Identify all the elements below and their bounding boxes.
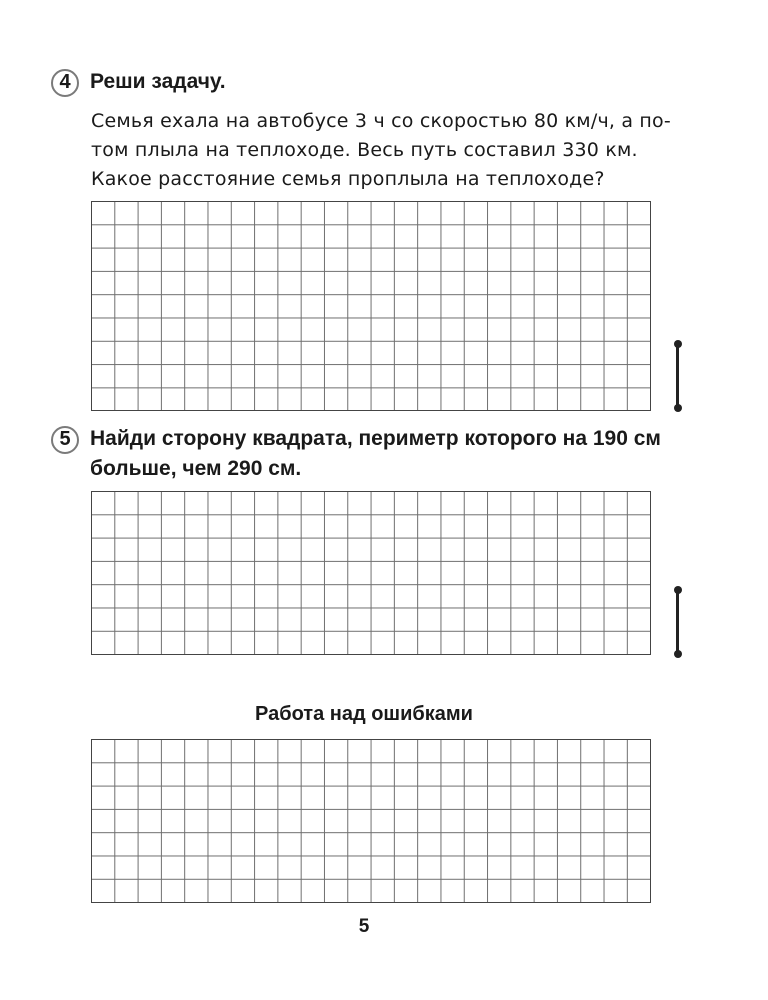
task-4-answer-grid[interactable] <box>91 201 651 411</box>
task-4-title: Реши задачу. <box>90 70 226 93</box>
task-5-title-line-2: больше, чем 290 см. <box>90 457 302 480</box>
task-4-text-line-1: Семья ехала на автобусе 3 ч со скоростью 80 км/ч, а по- <box>91 110 671 132</box>
task-5-number-badge: 5 <box>51 426 79 454</box>
task-4-number-badge: 4 <box>51 69 79 97</box>
task-5-score-marker <box>676 590 679 654</box>
task-4-text-line-2: том плыла на теплоходе. Весь путь составил 330 км. <box>91 139 638 161</box>
page-number: 5 <box>358 916 370 937</box>
task-5-answer-grid[interactable] <box>91 491 651 655</box>
task-5-title-line-1: Найди сторону квадрата, периметр которого на 190 см <box>90 427 661 450</box>
task-4-text-line-3: Какое расстояние семья проплыла на теплоходе? <box>91 168 605 190</box>
task-4-score-marker <box>676 344 679 408</box>
errors-section-heading: Работа над ошибками <box>255 703 473 725</box>
errors-answer-grid[interactable] <box>91 739 651 903</box>
